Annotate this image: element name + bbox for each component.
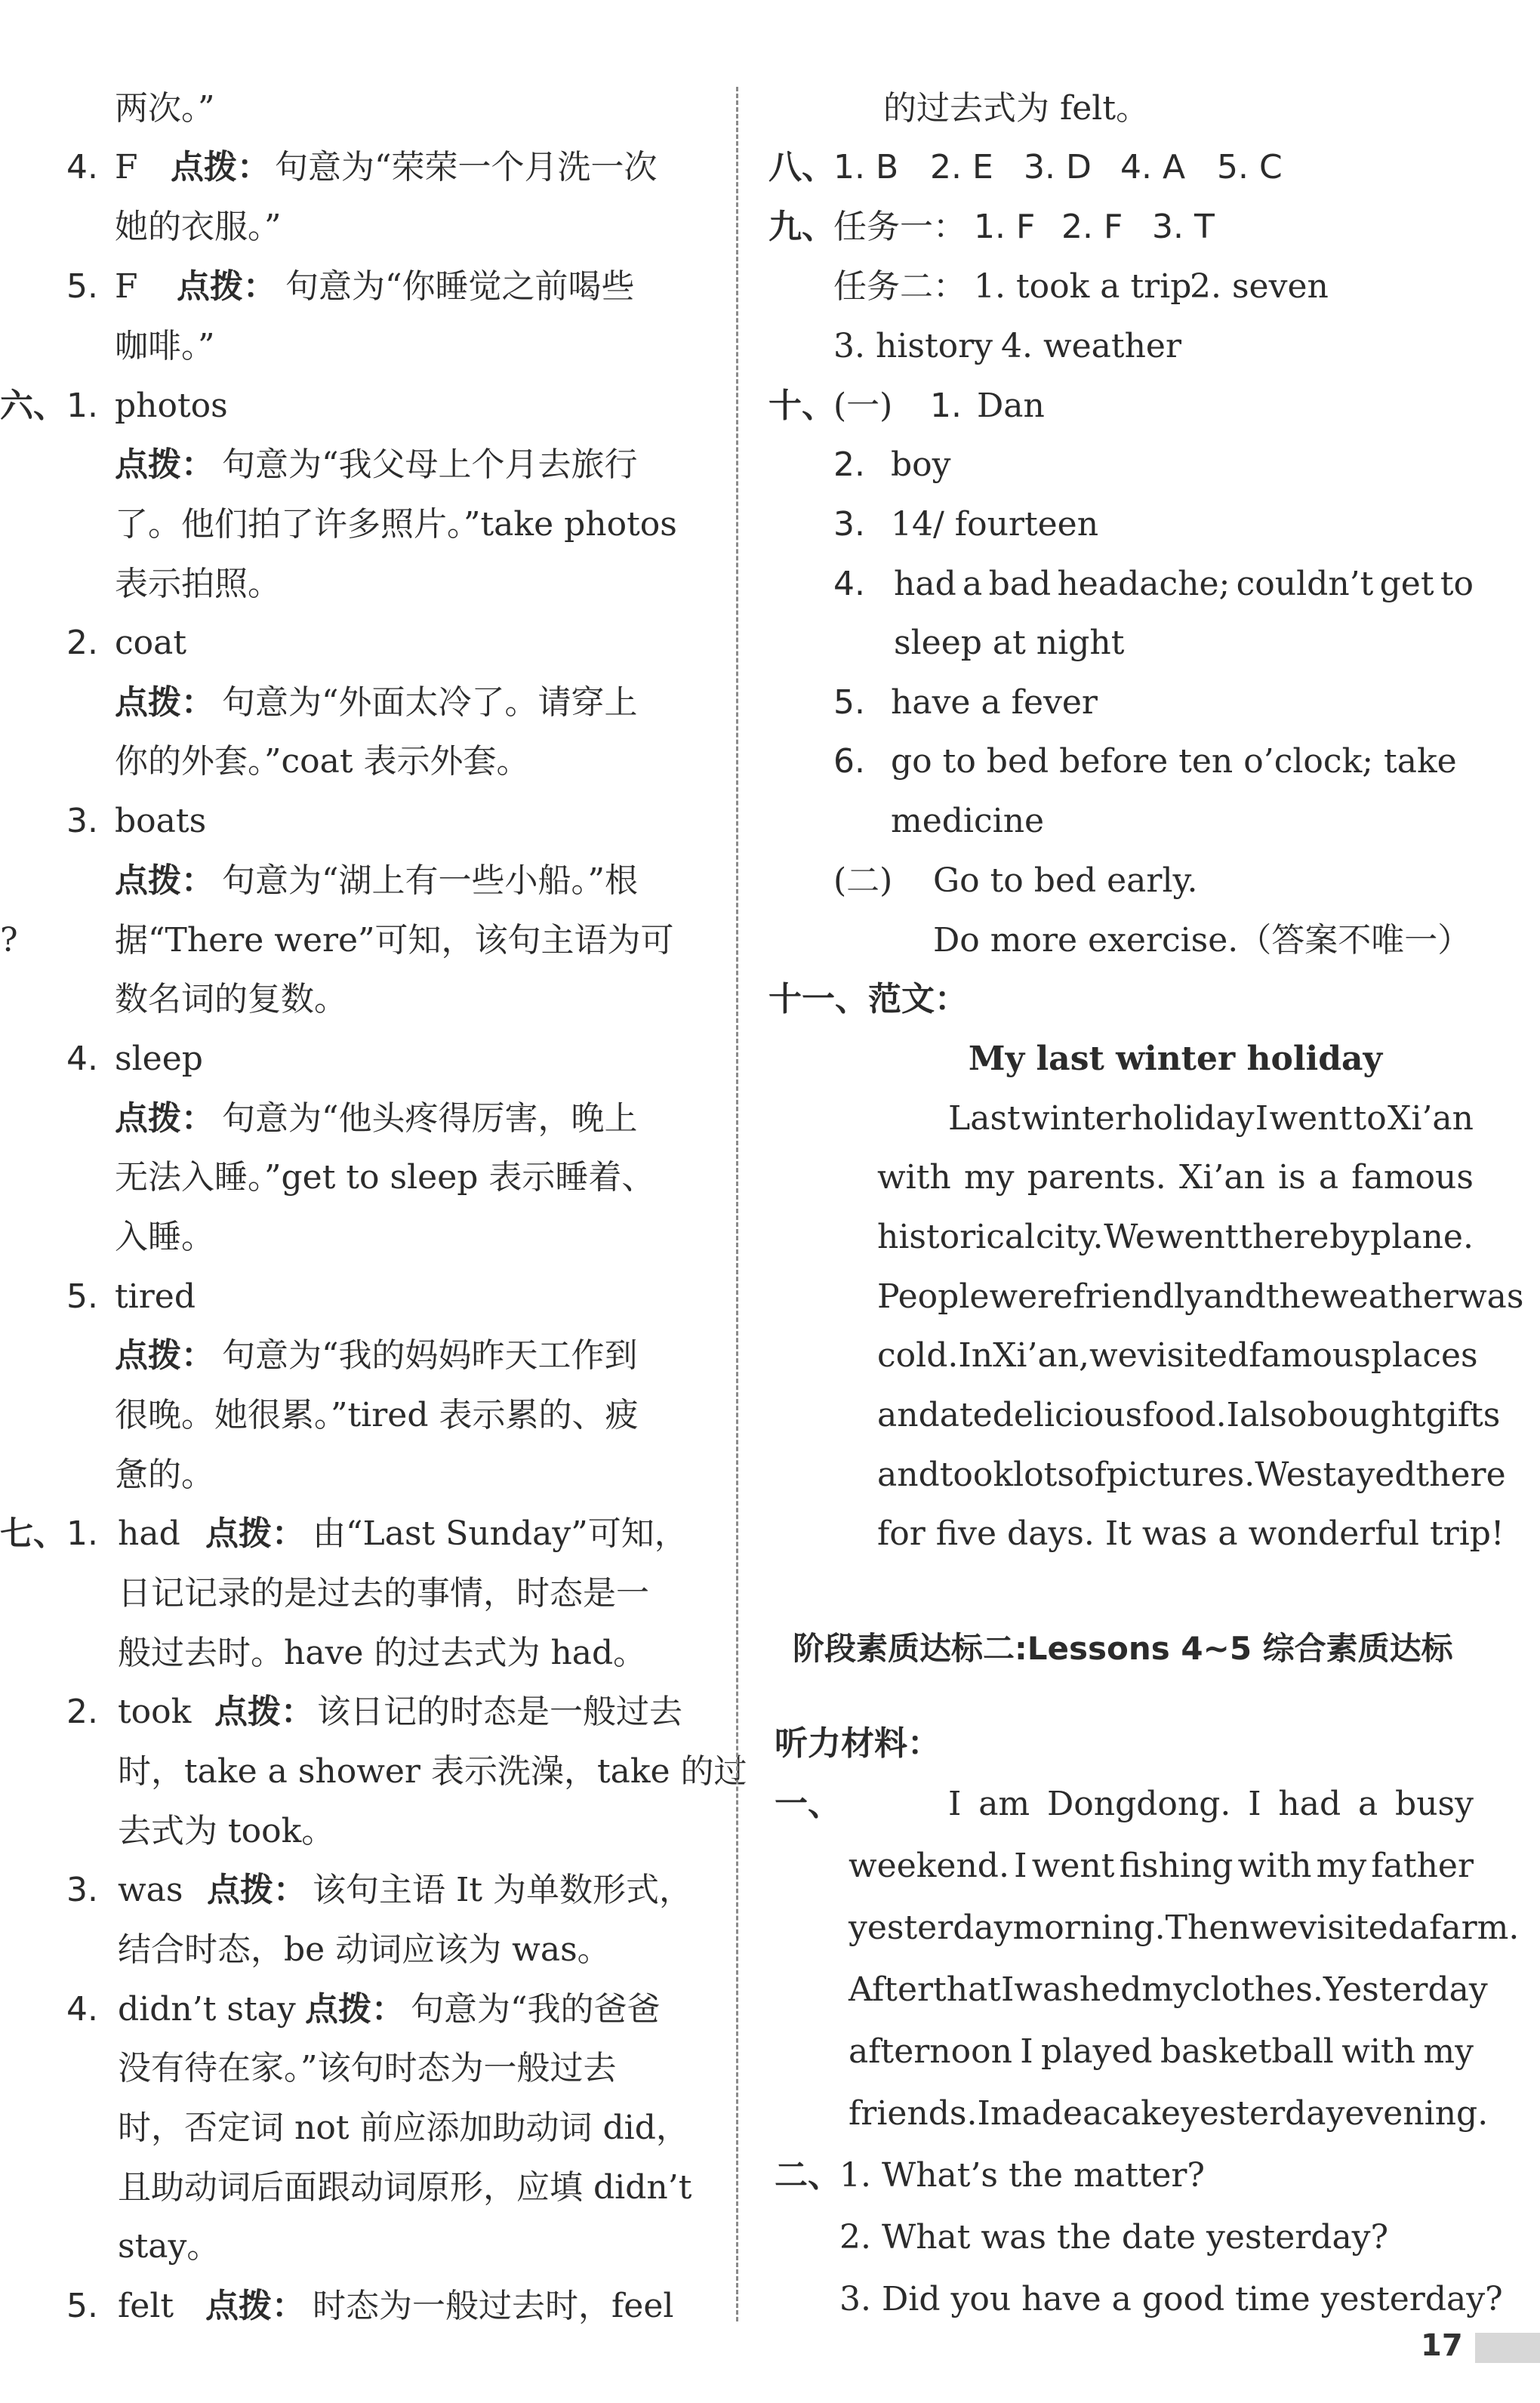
word: fishing (1119, 1847, 1234, 1885)
listening-line (849, 2094, 1489, 2133)
answer: Go to bed early. (933, 861, 1198, 900)
text-line: 的过去式为 felt。 (883, 89, 1150, 128)
item-number: 5. (66, 1277, 98, 1316)
word: historical (877, 1218, 1036, 1256)
word: went (1269, 1099, 1353, 1138)
stage-title: 阶段素质达标二:Lessons 4~5 综合素质达标 (793, 1630, 1453, 1667)
answer: 2. F (1061, 208, 1123, 246)
answer: boats (115, 802, 207, 840)
answer: 5. C (1217, 148, 1283, 186)
word: Yesterday (1323, 1970, 1488, 2009)
word: I (1020, 2032, 1033, 2071)
word: basketball (1160, 2032, 1334, 2071)
listening-line (849, 1909, 1520, 1947)
text-line: 句意为“外面太冷了。请穿上 (222, 683, 638, 722)
task-label: 任务二： (833, 267, 966, 306)
word: Then (1165, 1909, 1250, 1947)
question: 3. Did you have a good time yesterday? (839, 2280, 1503, 2318)
word: Last (948, 1099, 1021, 1138)
text-line: 且助动词后面跟动词原形，应填 didn’t (118, 2168, 692, 2207)
word: get (1379, 565, 1434, 603)
answer: boy (891, 445, 951, 484)
essay-line: for five days. It was a wonderful trip! (877, 1514, 1505, 1553)
text-line: 惫的。 (115, 1456, 214, 1494)
text-line: 无法入睡。”get to sleep 表示睡着、 (115, 1158, 655, 1197)
text-line: 据“There were”可知，该句主语为可 (115, 921, 674, 960)
section-label: 九、 (768, 208, 835, 246)
word: is (1278, 1158, 1306, 1197)
listening-line (849, 1847, 1474, 1885)
text-line: 句意为“我的爸爸 (411, 1990, 661, 2029)
answer: have a fever (891, 683, 1098, 722)
word: We (1255, 1456, 1306, 1494)
hint-label: 点拨： (115, 1099, 214, 1138)
hint-label: 点拨： (115, 683, 214, 722)
word: a (1083, 2094, 1103, 2133)
text-line: 句意为“我的妈妈昨天工作到 (222, 1336, 638, 1375)
text-line: 句意为“湖上有一些小船。”根 (222, 861, 638, 900)
word: washed (1014, 1970, 1142, 2009)
essay-title: My last winter holiday (968, 1040, 1383, 1078)
word: weather (1320, 1277, 1458, 1316)
answer (894, 565, 1474, 603)
word: places (1370, 1336, 1478, 1375)
word: headache; (1057, 565, 1230, 603)
text-line: 日记记录的是过去的事情，时态是一 (118, 1574, 649, 1613)
word: a (1409, 1909, 1430, 1947)
answer: go to bed before ten o’clock; take (891, 742, 1457, 781)
hint-label: 点拨： (305, 1990, 405, 2029)
text-line: 了。他们拍了许多照片。”take photos (115, 505, 677, 544)
text-line: stay。 (118, 2227, 220, 2266)
text-line: 去式为 took。 (118, 1812, 335, 1850)
page-number: 17 (1421, 2328, 1463, 2363)
hint-label: 点拨： (205, 2287, 305, 2325)
section-label: 一、 (775, 1785, 841, 1823)
word: plane. (1370, 1218, 1474, 1256)
word: bad (988, 565, 1052, 603)
answer: 1. took a trip (974, 267, 1192, 306)
item-number: 6. (833, 742, 865, 781)
word: I (948, 1785, 962, 1823)
essay-line (877, 1456, 1506, 1494)
word: a (1357, 1785, 1378, 1823)
section-label: 二、 (775, 2156, 841, 2195)
answer: took (118, 1693, 192, 1731)
word: we (1249, 1909, 1298, 1947)
word: Xi’an, (993, 1336, 1090, 1375)
text-line: 没有待在家。”该句时态为一般过去 (118, 2049, 617, 2087)
word: Dongdong. (1046, 1785, 1231, 1823)
item-number: 2. (833, 445, 865, 484)
word: city. (1036, 1218, 1104, 1256)
word: and (877, 1456, 940, 1494)
text-line: 句意为“我父母上个月去旅行 (222, 445, 638, 484)
word: my (963, 1158, 1015, 1197)
essay-line (948, 1099, 1474, 1138)
word: Xi’an (1178, 1158, 1265, 1197)
question: 2. What was the date yesterday? (839, 2218, 1389, 2257)
word: and (1203, 1277, 1266, 1316)
word: holiday (1132, 1099, 1255, 1138)
item-number: 5. (66, 2287, 98, 2325)
word: visited (1298, 1909, 1409, 1947)
word: my (1141, 1970, 1192, 2009)
answer: F (115, 267, 138, 306)
word: we (1089, 1336, 1138, 1375)
text-line: 般过去时。have 的过去式为 had。 (118, 1634, 647, 1672)
item-number: 4. (66, 148, 98, 186)
item-number: 1. (66, 1514, 98, 1553)
word: visited (1137, 1336, 1249, 1375)
hint-label: 点拨： (177, 267, 276, 306)
listening-line (849, 2032, 1474, 2071)
text-line: 数名词的复数。 (115, 980, 347, 1018)
answer: felt (118, 2287, 174, 2325)
word: Xi’an (1388, 1099, 1474, 1138)
section-label: 八、 (768, 148, 835, 186)
word: was (1458, 1277, 1524, 1316)
word: friendly (1073, 1277, 1204, 1316)
column-divider (736, 87, 738, 2321)
word: with (1237, 1847, 1312, 1885)
word: stayed (1305, 1456, 1416, 1494)
essay-line (877, 1158, 1474, 1197)
page-tab-decoration (1475, 2333, 1540, 2363)
item-number: 3. (66, 1871, 98, 1909)
word: played (1041, 2032, 1153, 2071)
word: cake (1102, 2094, 1181, 2133)
answer: 2. seven (1190, 267, 1329, 306)
answer: was (118, 1871, 183, 1909)
word: with (877, 1158, 951, 1197)
hint-label: 点拨： (171, 148, 270, 186)
word: morning. (1012, 1909, 1166, 1947)
answer: 1. F (974, 208, 1036, 246)
section-label: 七、 (0, 1514, 66, 1553)
word: delicious (992, 1396, 1143, 1434)
word: made (990, 2094, 1083, 2133)
answer: 14/ fourteen (891, 505, 1099, 544)
item-number: 4. (66, 1040, 98, 1078)
answer: coat (115, 624, 187, 662)
word: by (1329, 1218, 1370, 1256)
word: with (1341, 2032, 1415, 2071)
answer: had (118, 1514, 180, 1553)
hint-label: 点拨： (207, 1871, 306, 1909)
listening-line (849, 1970, 1488, 2009)
word: yesterday (1180, 2094, 1345, 2133)
section-label: 十一、范文： (768, 980, 968, 1018)
text-line: 句意为“他头疼得厉害，晚上 (222, 1099, 638, 1138)
item-number: 3. (66, 802, 98, 840)
text-line: 两次。” (115, 89, 215, 128)
word: clothes. (1192, 1970, 1323, 2009)
word: famous (1351, 1158, 1474, 1197)
word: went (1155, 1218, 1239, 1256)
text-line: 咖啡。” (115, 327, 215, 365)
answer: 4. weather (1001, 327, 1181, 365)
answer: photos (115, 387, 228, 425)
word: yesterday (849, 1909, 1013, 1947)
word: couldn’t (1236, 565, 1374, 603)
item-number: 1. (66, 387, 98, 425)
word: that (933, 1970, 1001, 2009)
word: had (894, 565, 956, 603)
margin-mark: ? (0, 921, 18, 960)
answer: 2. E (930, 148, 993, 186)
word: evening. (1344, 2094, 1489, 2133)
answer: tired (115, 1277, 196, 1316)
item-number: 5. (66, 267, 98, 306)
word: friends. (849, 2094, 978, 2133)
answer: medicine (891, 802, 1045, 840)
essay-line (877, 1277, 1524, 1316)
word: my (1316, 1847, 1367, 1885)
text-line: 时，take a shower 表示洗澡，take 的过 (118, 1752, 747, 1791)
question: 1. What’s the matter? (839, 2156, 1206, 2195)
word: and (877, 1396, 940, 1434)
essay-line (877, 1336, 1478, 1375)
hint-label: 点拨： (205, 1514, 305, 1553)
word: winter (1021, 1099, 1131, 1138)
answer: 1. B (833, 148, 899, 186)
hint-label: 点拨： (115, 445, 214, 484)
word: I (1248, 1785, 1261, 1823)
word: weekend. (849, 1847, 1009, 1885)
word: farm. (1429, 1909, 1520, 1947)
text-line: 句意为“荣荣一个月洗一次 (275, 148, 658, 186)
answer: sleep at night (894, 624, 1125, 662)
task-label: 任务一： (833, 208, 966, 246)
word: also (1240, 1396, 1307, 1434)
hint-label: 点拨： (214, 1693, 314, 1731)
text-line: 该日记的时态是一般过去 (317, 1693, 682, 1731)
item-number: 4. (833, 565, 865, 603)
text-line: 表示拍照。 (115, 565, 281, 603)
essay-line (877, 1218, 1474, 1256)
answer: didn’t stay (118, 1990, 296, 2029)
part-label: (二) (833, 861, 893, 900)
word: famous (1249, 1336, 1371, 1375)
word: took (939, 1456, 1014, 1494)
section-label: 十、 (768, 387, 835, 425)
part-label: (一) (833, 387, 893, 425)
word: the (1265, 1277, 1320, 1316)
word: ate (939, 1396, 993, 1434)
item-number: 2. (66, 624, 98, 662)
answer: 3. T (1152, 208, 1215, 246)
item-number: 4. (66, 1990, 98, 2029)
word: I (1255, 1099, 1269, 1138)
word: I (1000, 1970, 1015, 2009)
listening-line (948, 1785, 1474, 1823)
word: I (977, 2094, 990, 2133)
word: gifts (1425, 1396, 1501, 1434)
word: We (1104, 1218, 1155, 1256)
text-line: 入睡。 (115, 1218, 214, 1256)
answer: Do more exercise.（答案不唯一） (933, 921, 1471, 960)
answer: Dan (977, 387, 1045, 425)
word: parents. (1027, 1158, 1166, 1197)
word: am (978, 1785, 1030, 1823)
essay-line (877, 1396, 1501, 1434)
word: a (962, 565, 983, 603)
text-line: 由“Last Sunday”可知， (313, 1514, 688, 1553)
text-line: 结合时态，be 动词应该为 was。 (118, 1930, 611, 1969)
word: were (989, 1277, 1073, 1316)
word: lots (1013, 1456, 1074, 1494)
word: afternoon (849, 2032, 1012, 2071)
word: a (1318, 1158, 1339, 1197)
word: of (1073, 1456, 1107, 1494)
word: cold. (877, 1336, 959, 1375)
text-line: 很晚。她很累。”tired 表示累的、疲 (115, 1396, 639, 1434)
answer: 3. history (833, 327, 993, 365)
answer: F (115, 148, 138, 186)
word: went (1031, 1847, 1115, 1885)
hint-label: 点拨： (115, 1336, 214, 1375)
word: my (1423, 2032, 1474, 2071)
word: father (1371, 1847, 1474, 1885)
word: bought (1307, 1396, 1426, 1434)
word: there (1239, 1218, 1329, 1256)
word: there (1415, 1456, 1506, 1494)
text-line: 你的外套。”coat 表示外套。 (115, 742, 530, 781)
word: People (877, 1277, 990, 1316)
text-line: 句意为“你睡觉之前喝些 (285, 267, 635, 306)
word: I (1226, 1396, 1240, 1434)
answer: 4. A (1120, 148, 1186, 186)
answer: 3. D (1024, 148, 1092, 186)
word: busy (1395, 1785, 1474, 1823)
item-number: 1. (930, 387, 962, 425)
word: to (1440, 565, 1474, 603)
word: In (958, 1336, 993, 1375)
text-line: 时，否定词 not 前应添加助动词 did， (118, 2109, 689, 2147)
word: After (849, 1970, 934, 2009)
page-number-box (1416, 2324, 1540, 2371)
text-line: 她的衣服。” (115, 208, 282, 246)
section-label: 六、 (0, 387, 66, 425)
text-line: 该句主语 It 为单数形式， (313, 1871, 693, 1909)
item-number: 2. (66, 1693, 98, 1731)
word: food. (1142, 1396, 1227, 1434)
item-number: 5. (833, 683, 865, 722)
word: I (1014, 1847, 1027, 1885)
item-number: 3. (833, 505, 865, 544)
hint-label: 点拨： (115, 861, 214, 900)
word: had (1278, 1785, 1341, 1823)
listening-label: 听力材料： (775, 1724, 941, 1763)
word: to (1353, 1099, 1387, 1138)
text-line: 时态为一般过去时，feel (313, 2287, 674, 2325)
answer: sleep (115, 1040, 203, 1078)
word: pictures. (1106, 1456, 1255, 1494)
